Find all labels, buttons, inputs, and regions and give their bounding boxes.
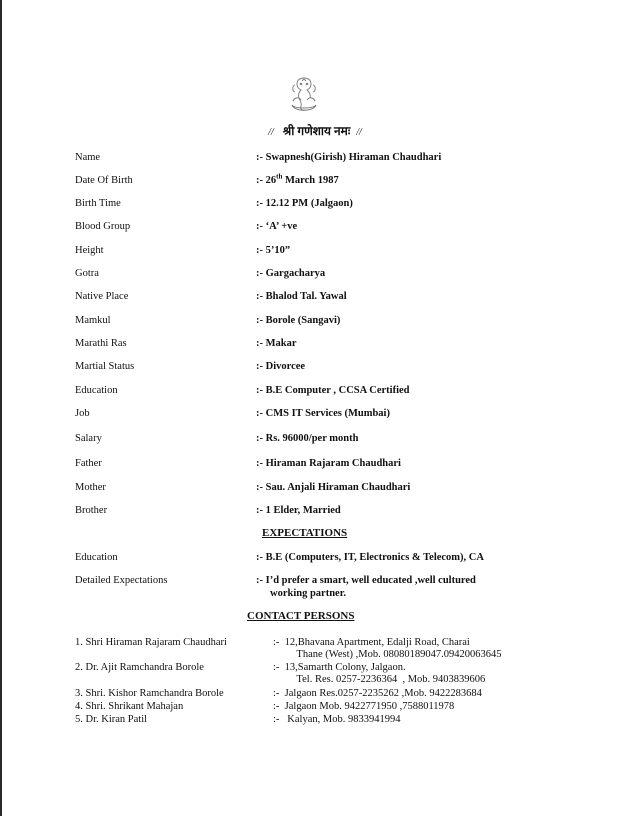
- contact-4-line1: :- Jalgaon Mob. 9422771950 ,7588011978: [273, 701, 455, 712]
- contact-5-line1: :- Kalyan, Mob. 9833941994: [273, 714, 401, 725]
- value-salary: :- Rs. 96000/per month: [256, 433, 359, 444]
- value-mamkul: :- Borole (Sangavi): [256, 315, 341, 326]
- value-native-place: :- Bhalod Tal. Yawal: [256, 291, 347, 302]
- label-blood-group: Blood Group: [75, 221, 131, 232]
- value-education: :- B.E Computer , CCSA Certified: [256, 385, 410, 396]
- contact-persons-heading: CONTACT PERSONS: [247, 610, 355, 622]
- value-dob-day: :- 26: [256, 175, 277, 186]
- contact-2-line1: :- 13,Samarth Colony, Jalgaon.: [273, 662, 406, 673]
- label-job: Job: [75, 408, 90, 419]
- value-expected-education: :- B.E (Computers, IT, Electronics & Telecom), CA: [256, 552, 484, 563]
- value-detailed-expectations-line1: :- I’d prefer a smart, well educated ,well cultured: [256, 575, 476, 586]
- label-brother: Brother: [75, 505, 108, 516]
- value-height: :- 5’10”: [256, 245, 291, 256]
- contact-2-name: 2. Dr. Ajit Ramchandra Borole: [75, 662, 204, 673]
- value-gotra: :- Gargacharya: [256, 268, 326, 279]
- shloka-heading: [0, 122, 630, 139]
- contact-1-line1: :- 12,Bhavana Apartment, Edalji Road, Charai: [273, 637, 470, 648]
- label-name: Name: [75, 152, 101, 163]
- ganesha-logo-icon: [287, 75, 321, 115]
- value-dob-suffix: th: [276, 172, 283, 181]
- contact-3-line1: :- Jalgaon Res.0257-2235262 ,Mob. 9422283684: [273, 688, 482, 699]
- value-mother: :- Sau. Anjali Hiraman Chaudhari: [256, 482, 411, 493]
- contact-3-name: 3. Shri. Kishor Ramchandra Borole: [75, 688, 224, 699]
- value-job: :- CMS IT Services (Mumbai): [256, 408, 390, 419]
- expectations-heading: EXPECTATIONS: [262, 527, 348, 539]
- label-salary: Salary: [75, 433, 102, 444]
- contact-4-name: 4. Shri. Shrikant Mahajan: [75, 701, 184, 712]
- value-dob-rest: March 1987: [282, 175, 339, 186]
- shloka-text: श्री गणेशाय नमः: [282, 124, 351, 138]
- label-marathi-ras: Marathi Ras: [75, 338, 127, 349]
- label-detailed-expectations: Detailed Expectations: [75, 575, 168, 586]
- value-father: :- Hiraman Rajaram Chaudhari: [256, 458, 401, 469]
- value-birth-time: :- 12.12 PM (Jalgaon): [256, 198, 353, 209]
- label-marital-status: Martial Status: [75, 361, 135, 372]
- contact-1-line2: Thane (West) ,Mob. 08080189047.09420063645: [273, 649, 502, 660]
- label-father: Father: [75, 458, 102, 469]
- label-mamkul: Mamkul: [75, 315, 111, 326]
- value-name: :- Swapnesh(Girish) Hiraman Chaudhari: [256, 152, 442, 163]
- slash-right: //: [356, 127, 362, 138]
- value-dob: [256, 174, 339, 187]
- value-marital-status: :- Divorcee: [256, 361, 306, 372]
- label-mother: Mother: [75, 482, 106, 493]
- label-birth-time: Birth Time: [75, 198, 121, 209]
- label-height: Height: [75, 245, 104, 256]
- value-marathi-ras: :- Makar: [256, 338, 297, 349]
- label-dob: Date Of Birth: [75, 175, 133, 186]
- slash-left: //: [268, 127, 274, 138]
- label-expected-education: Education: [75, 552, 118, 563]
- label-native-place: Native Place: [75, 291, 129, 302]
- value-detailed-expectations-line2: working partner.: [270, 588, 347, 599]
- contact-2-line2: Tel. Res. 0257-2236364 , Mob. 9403839606: [273, 674, 486, 685]
- contact-5-name: 5. Dr. Kiran Patil: [75, 714, 148, 725]
- value-blood-group: :- ‘A’ +ve: [256, 221, 298, 232]
- contact-1-name: 1. Shri Hiraman Rajaram Chaudhari: [75, 637, 227, 648]
- label-gotra: Gotra: [75, 268, 99, 279]
- label-education: Education: [75, 385, 118, 396]
- value-brother: :- 1 Elder, Married: [256, 505, 341, 516]
